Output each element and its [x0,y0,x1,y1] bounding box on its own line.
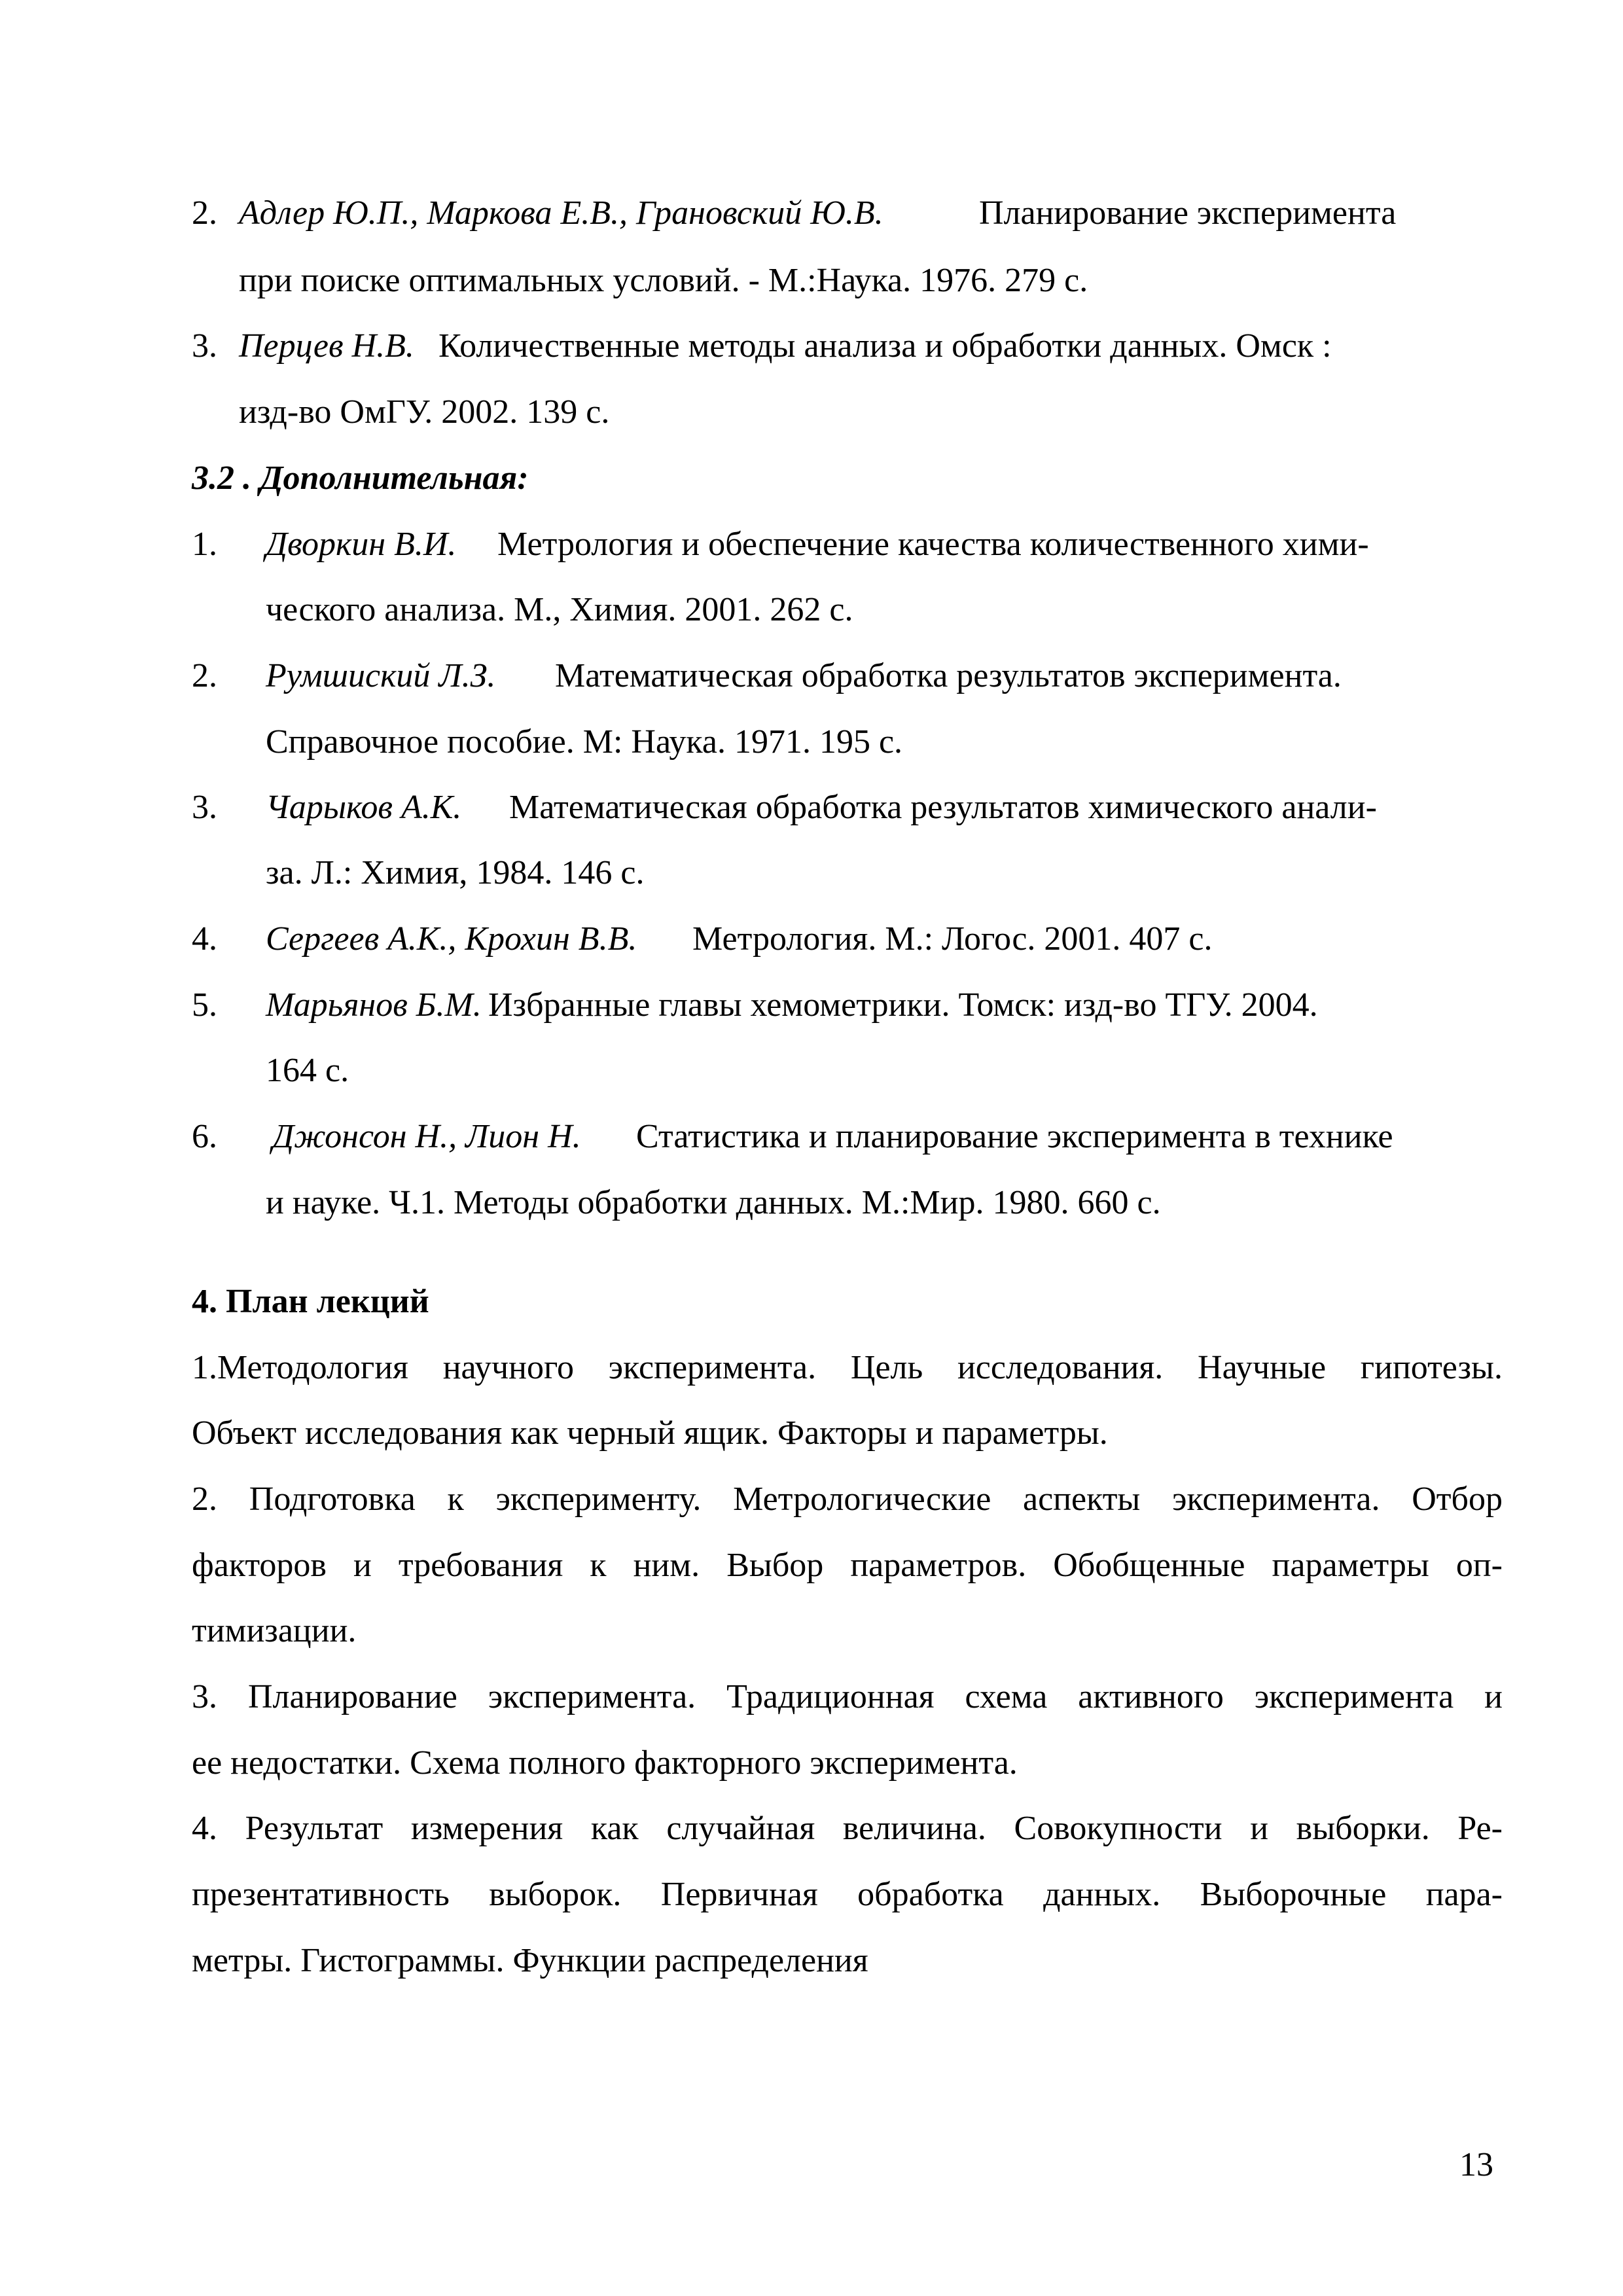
ref-title: Математическая обработка результатов химического анали- [509,789,1377,826]
ref-continuation: изд-во ОмГУ. 2002. 139 с. [239,393,610,431]
ref-title: Планирование эксперимента [979,194,1397,232]
ref-continuation: и науке. Ч.1. Методы обработки данных. М.:Мир. 1980. 660 с. [266,1184,1161,1221]
ref-continuation: за. Л.: Химия, 1984. 146 с. [266,854,645,891]
ref-authors: Джонсон Н., Лион Н. [272,1118,581,1155]
lecture-1-line-1: 1.Методология научного эксперимента. Цель исследования. Научные гипотезы. [192,1349,1503,1386]
lecture-4-line-1: 4. Результат измерения как случайная величина. Совокупности и выборки. Ре- [192,1810,1503,1847]
ref-number: 5. [192,986,217,1024]
ref-authors: Румшиский Л.З. [266,657,496,694]
ref-title: Избранные главы хемометрики. Томск: изд-во ТГУ. 2004. [488,986,1318,1024]
ref-number: 1. [192,526,217,563]
section-heading-3-2: 3.2 . Дополнительная: [192,459,529,497]
ref-title: Математическая обработка результатов эксперимента. [555,657,1342,694]
ref-authors: Чарыков А.К. [266,789,462,826]
ref-authors: Марьянов Б.М. [266,986,482,1024]
ref-authors: Адлер Ю.П., Маркова Е.В., Грановский Ю.В. [239,194,883,232]
ref-authors: Сергеев А.К., Крохин В.В. [266,920,637,958]
ref-number: 3. [192,789,217,826]
ref-continuation: 164 с. [266,1052,349,1089]
ref-title: Статистика и планирование эксперимента в технике [636,1118,1393,1155]
ref-number: 4. [192,920,217,958]
page-number: 13 [1459,2146,1493,2183]
lecture-3-line-2: ее недостатки. Схема полного факторного эксперимента. [192,1744,1018,1782]
lecture-4-line-2: презентативность выборок. Первичная обработка данных. Выборочные пара- [192,1876,1503,1913]
ref-continuation: при поиске оптимальных условий. - М.:Наука. 1976. 279 с. [239,262,1088,299]
ref-title: Метрология. М.: Логос. 2001. 407 с. [692,920,1213,958]
lecture-2-line-2: факторов и требования к ним. Выбор параметров. Обобщенные параметры оп- [192,1547,1503,1584]
ref-title: Метрология и обеспечение качества количественного хими- [497,526,1369,563]
lecture-2-line-1: 2. Подготовка к эксперименту. Метрологические аспекты эксперимента. Отбор [192,1480,1503,1518]
ref-number: 6. [192,1118,217,1155]
lecture-4-line-3: метры. Гистограммы. Функции распределения [192,1942,868,1979]
lecture-2-line-3: тимизации. [192,1612,357,1649]
lecture-1-line-2: Объект исследования как черный ящик. Факторы и параметры. [192,1414,1108,1452]
ref-number: 2. [192,194,217,232]
section-heading-4: 4. План лекций [192,1283,429,1320]
lecture-3-line-1: 3. Планирование эксперимента. Традиционная схема активного эксперимента и [192,1678,1503,1715]
ref-authors: Дворкин В.И. [266,526,457,563]
ref-number: 2. [192,657,217,694]
ref-continuation: ческого анализа. М., Химия. 2001. 262 с. [266,591,853,628]
ref-title: Количественные методы анализа и обработки данных. Омск : [438,327,1332,365]
ref-number: 3. [192,327,217,365]
ref-continuation: Справочное пособие. М: Наука. 1971. 195 с. [266,723,903,761]
ref-authors: Перцев Н.В. [239,327,414,365]
